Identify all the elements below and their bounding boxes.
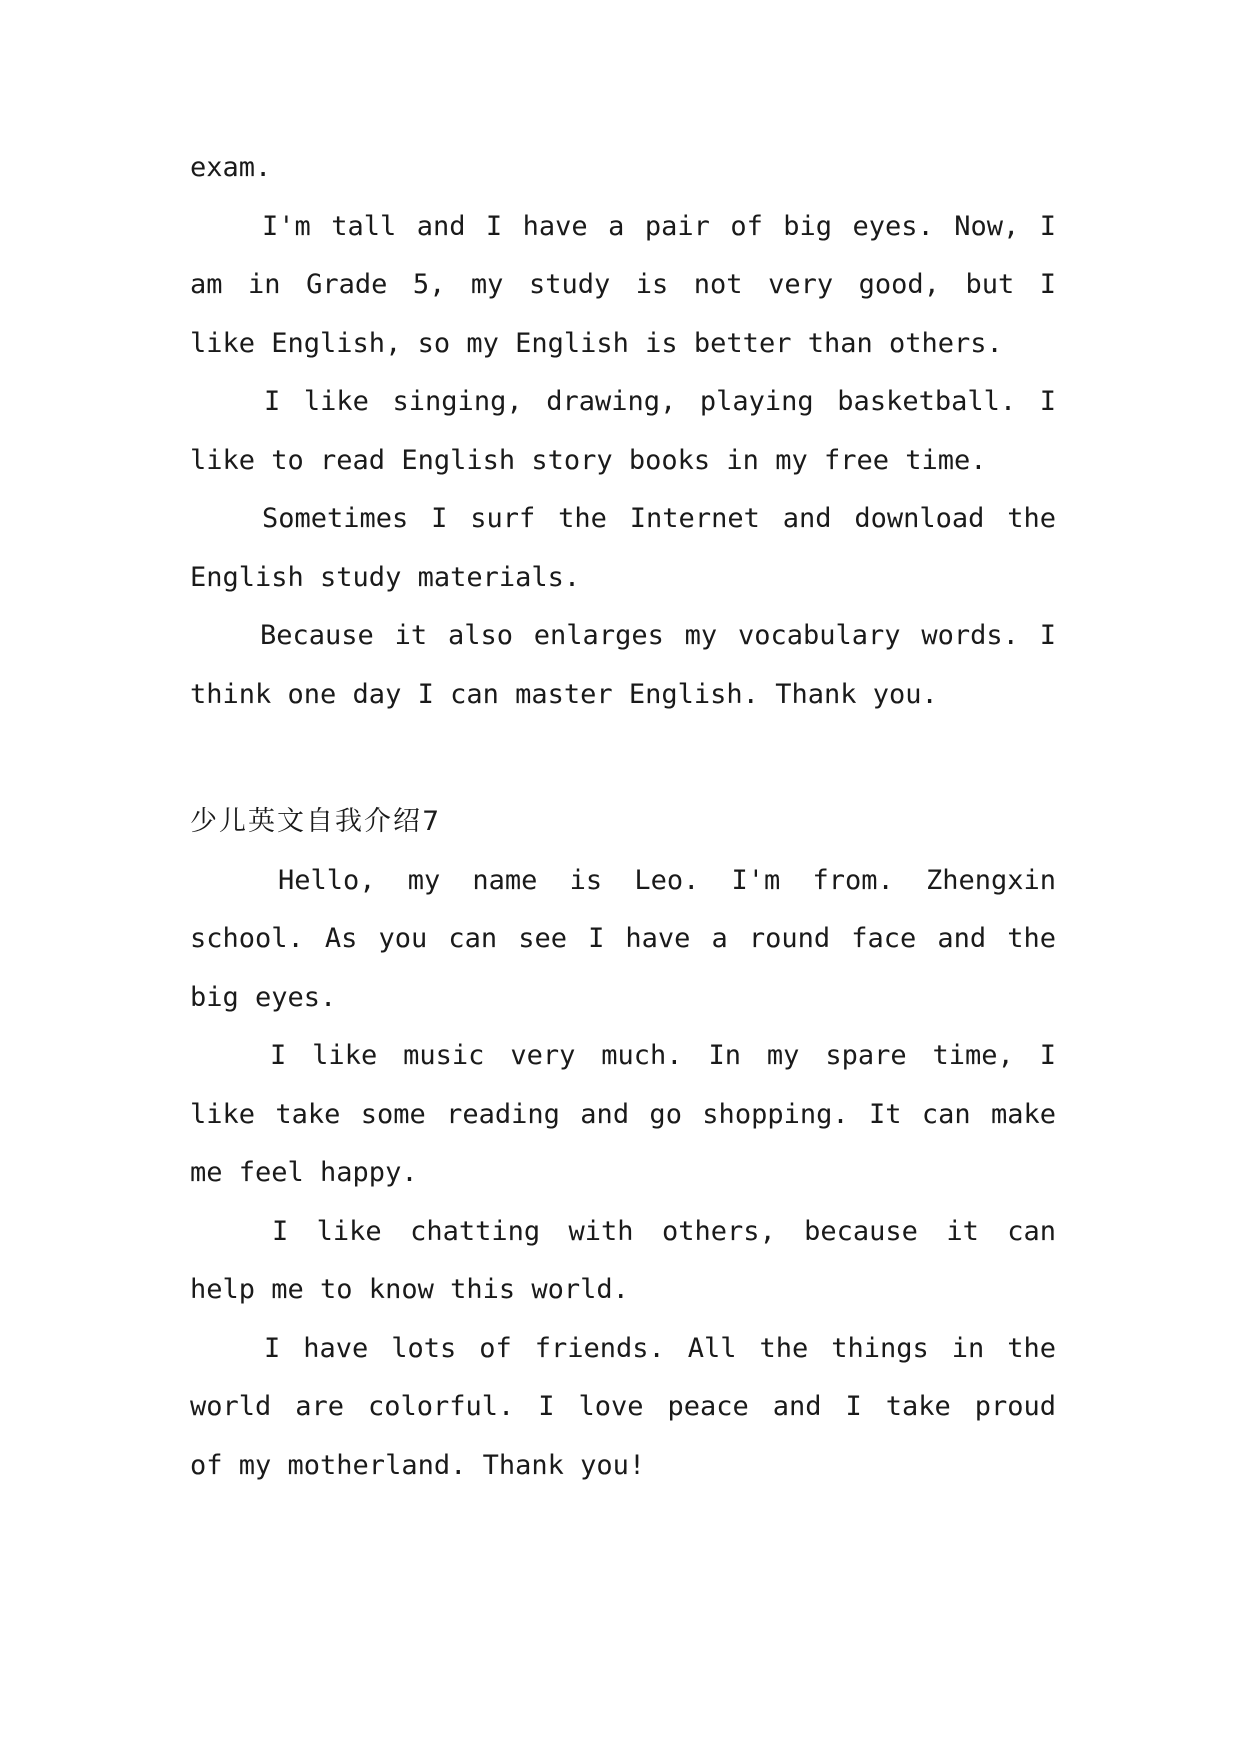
paragraph-line: Because it also enlarges my vocabulary words. I bbox=[260, 620, 1056, 651]
paragraph-line: Hello, my name is Leo. I'm from. Zhengxin bbox=[278, 864, 1056, 896]
paragraph-line: I like music very much. In my spare time, I bbox=[270, 1040, 1056, 1071]
paragraph-line: big eyes. bbox=[190, 981, 337, 1013]
paragraph-line: I have lots of friends. All the things in the bbox=[264, 1332, 1056, 1364]
paragraph-line: I like singing, drawing, playing basketball. I bbox=[264, 386, 1056, 417]
previous-section-body bbox=[190, 139, 1056, 724]
paragraph-line: I like chatting with others, because it can bbox=[272, 1215, 1056, 1247]
paragraph-line: help me to know this world. bbox=[190, 1274, 629, 1305]
paragraph-line: me feel happy. bbox=[190, 1157, 418, 1188]
paragraph-line: of my motherland. Thank you! bbox=[190, 1449, 646, 1481]
paragraph-line: think one day I can master English. Thank you. bbox=[190, 678, 938, 710]
paragraph-line: exam. bbox=[190, 152, 272, 183]
paragraph-line: school. As you can see I have a round face and the bbox=[190, 923, 1056, 954]
section-7 bbox=[190, 793, 1056, 1495]
paragraph-line: like to read English story books in my free time. bbox=[190, 444, 987, 476]
paragraph-line: I'm tall and I have a pair of big eyes. Now, I bbox=[262, 210, 1056, 242]
paragraph-line: English study materials. bbox=[190, 561, 581, 593]
paragraph-line: am in Grade 5, my study is not very good, but I bbox=[190, 269, 1056, 300]
paragraph-line: like take some reading and go shopping. It can make bbox=[190, 1098, 1056, 1130]
paragraph-line: like English, so my English is better than others. bbox=[190, 327, 1003, 359]
paragraph-line: world are colorful. I love peace and I take proud bbox=[190, 1391, 1056, 1422]
paragraph-line: Sometimes I surf the Internet and download the bbox=[262, 503, 1056, 534]
section-heading: 少儿英文自我介绍7 bbox=[190, 806, 442, 837]
